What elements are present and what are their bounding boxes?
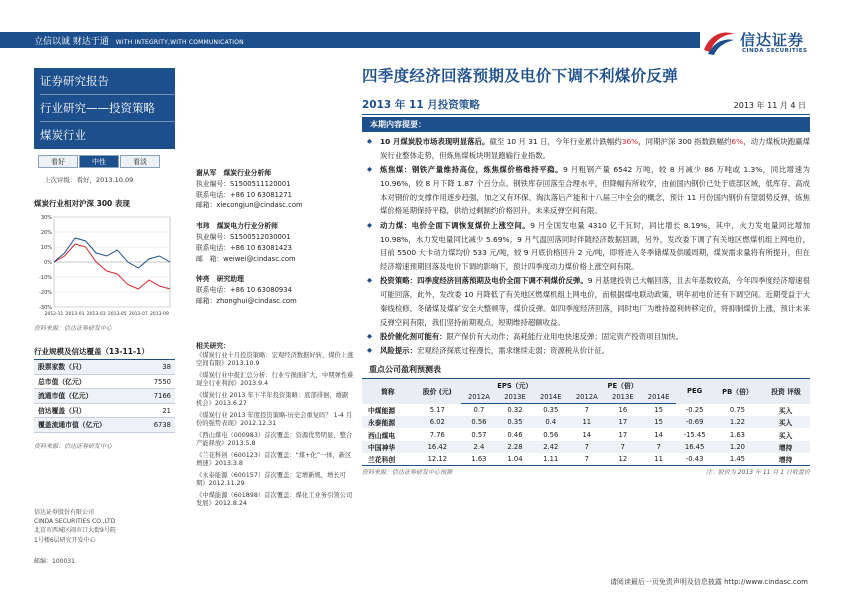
x-tick-label: 2013-05 — [107, 312, 127, 317]
y-tick-label: 30% — [40, 215, 52, 221]
rating-neutral: 中性 — [79, 155, 119, 168]
cell-price: 12.12 — [414, 453, 461, 465]
stat-value: 7550 — [153, 377, 171, 386]
table-row — [362, 453, 810, 465]
analyst-card — [196, 168, 356, 211]
related-item[interactable]: 《兰花科创（600123）首次覆盖：“煤+化”一体，新区增速》2013.3.8 — [196, 451, 352, 467]
cell-pe: 11 — [641, 453, 677, 465]
report-subtitle: 2013 年 11 月投资策略 — [362, 99, 480, 111]
col-year: 2014E — [641, 391, 677, 403]
earnings-table — [362, 378, 810, 466]
x-tick-label: 2013-01 — [65, 312, 85, 317]
cell-eps: 0.56 — [543, 430, 559, 439]
cell-pe: 7 — [584, 405, 589, 414]
chart-title: 煤炭行业相对沪深 300 表现 — [34, 199, 130, 208]
cell-eps: 0.7 — [473, 405, 485, 414]
cell-peg: -15.45 — [683, 430, 706, 439]
stat-row — [34, 404, 175, 419]
logo-text-cn: 信达证券 — [740, 31, 805, 49]
cell-eps: 0.57 — [471, 430, 487, 439]
cell-pe: 11 — [569, 416, 605, 428]
cinda-logo-icon — [702, 28, 736, 56]
page-footer: 请阅读最后一页免责声明及信息披露 http://www.cindasc.com — [609, 578, 808, 586]
last-rating: 上次评级：看好，2013.10.09 — [44, 176, 134, 184]
sidebar-header — [34, 68, 175, 149]
digest-text: ，动力煤板块跑赢煤炭行业整体走势，但炼焦煤板块明显跑输行业指数。 — [380, 137, 810, 160]
cell-pe: 7 — [569, 441, 605, 453]
analyst-name: 钟亮 — [196, 275, 210, 284]
company-info — [34, 508, 116, 566]
col-peg: PEG — [676, 379, 712, 404]
table-header-row — [362, 379, 810, 391]
subtitle-row — [362, 97, 810, 115]
analyst-phone: 联系电话：+86 10 63080934 — [196, 286, 292, 295]
cell-name: 中国神华 — [362, 441, 414, 453]
digest-item — [362, 135, 810, 163]
cell-eps: 2.4 — [461, 441, 497, 453]
cell-pe: 14 — [582, 430, 592, 439]
table-row — [362, 416, 810, 428]
stat-key: 总市值（亿元） — [38, 377, 86, 386]
cell-pb: 1.63 — [729, 430, 745, 439]
digest-highlight: 36% — [621, 137, 639, 146]
cell-pb: 1.20 — [713, 441, 762, 453]
company-zip: 邮编：100031 — [34, 557, 75, 565]
analyst-name-line — [196, 168, 356, 179]
motto-en: WITH INTEGRITY,WITH COMMUNICATION — [115, 39, 244, 46]
rating-selector — [34, 155, 175, 168]
cell-eps: 2.28 — [497, 441, 533, 453]
analyst-list — [196, 168, 356, 317]
cell-eps: 1.63 — [461, 453, 497, 465]
stat-key: 流通市值（亿元） — [38, 392, 93, 400]
stats-title: 行业规模及信达覆盖（13-11-1） — [34, 346, 175, 360]
analyst-email[interactable]: 邮箱：zhonghui@cindasc.com — [196, 296, 297, 305]
table-row — [362, 428, 810, 440]
stat-row — [34, 389, 175, 404]
analyst-card — [196, 221, 356, 264]
table-footnotes — [362, 467, 810, 476]
chart-svg — [34, 211, 175, 323]
cell-pe: 7 — [641, 441, 677, 453]
digest-item — [362, 219, 810, 274]
digest-highlight: 6% — [731, 137, 744, 146]
related-item[interactable]: 《煤炭行业中报汇总分析：行业亏损面扩大，中期弹性难现全行业利润》2013.9.4 — [196, 371, 354, 387]
analyst-phone: 联系电话：+86 10 63081423 — [196, 243, 292, 252]
cell-pe: 12 — [605, 453, 641, 465]
digest-text: 9 月基建投资已大幅回落，且去年基数较高，今年四季度经济增速很可能回落，此外，发改委 10 月降低了有关地区燃煤机组上网电价，而根据煤电联动政策，明年初电价还有下调空间。近期受益于大秦线检修、冬储煤及煤矿安全大整顿等，煤价反弹。如四季度经济回落，同时电厂为维持盈利转移定价，将抑制煤价上涨，预计未来反弹空间有限，我们坚持前期观点，短期维持超额收益。 — [380, 276, 810, 327]
col-eps: EPS（元） — [461, 379, 569, 391]
col-price: 股价 (元) — [414, 379, 461, 404]
analyst-license: 执业编号：S1500511120001 — [196, 179, 291, 188]
cell-name: 中煤能源 — [368, 406, 396, 415]
col-year: 2012A — [461, 391, 497, 403]
chart-source: 资料来源：信达证券研发中心 — [34, 325, 113, 332]
cell-eps: 0.4 — [533, 416, 569, 428]
company-name-en: CINDA SECURITIES CO.,LTD — [34, 518, 116, 526]
report-type: 证券研究报告 — [40, 68, 175, 95]
stat-value: 21 — [162, 406, 171, 415]
analyst-title: 煤炭行业分析师 — [223, 169, 272, 177]
main-content — [362, 60, 810, 476]
cell-eps: 1.11 — [533, 453, 569, 465]
related-research — [196, 342, 354, 512]
cinda-logo — [702, 28, 832, 58]
motto — [34, 34, 244, 47]
cell-pe: 16 — [618, 405, 628, 414]
digest-lead: 投资策略：四季度经济回落预期及电价全面下调不利煤价反弹。 — [380, 276, 588, 286]
cell-name: 永泰能源 — [362, 416, 414, 428]
digest-item — [362, 163, 810, 218]
digest-text: 9 月粗钢产量 6542 万吨，较 8 月减少 86 万吨或 1.3%，同比增速为 10.96%，较 8 月下降 1.87 个百分点。钢铁库存回落至合理水平，但降幅有所收窄，由前国内钢价已处于底部区域，低库存、高成本对钢价的支撑作用逐步趋强，加之又有环保、淘汰落后产能和十八届三中全会的概念，预计 11 月份国内钢价有望弱势反弹，炼焦煤价格延期保持平稳，供给过剩制约价格回升，未来反弹空间有限。 — [380, 165, 810, 216]
y-tick-label: 20% — [40, 230, 52, 236]
cell-rating: 买入 — [778, 406, 793, 415]
cell-eps: 0.35 — [543, 405, 559, 414]
y-tick-label: 0% — [44, 260, 52, 266]
report-title: 四季度经济回落预期及电价下调不利煤价反弹 — [362, 67, 679, 85]
company-name-cn: 信达证券股份有限公司 — [34, 509, 95, 516]
table-note: 注：股价为 2013 年 11 月 1 日收盘价 — [705, 468, 810, 476]
cell-eps: 0.35 — [497, 416, 533, 428]
digest-lead: 10 月煤炭股市场表现明显落后。 — [380, 137, 490, 146]
analyst-title: 研究助理 — [216, 275, 244, 284]
cell-price: 5.17 — [429, 405, 445, 414]
col-year: 2013E — [605, 391, 641, 403]
table-row — [362, 404, 810, 416]
stats-source: 资料来源：信达证券研发中心 — [34, 442, 113, 450]
cell-peg: -0.25 — [685, 405, 704, 414]
stat-key: 股票家数（只） — [38, 363, 86, 371]
logo-text-en: CINDA SECURITIES — [742, 48, 808, 54]
series-line — [54, 244, 170, 289]
industry-name: 煤炭行业 — [40, 128, 86, 142]
report-date: 2013 年 11 月 4 日 — [733, 101, 806, 110]
rating-positive: 看好 — [38, 155, 78, 168]
digest-item — [362, 344, 810, 358]
cell-pe: 17 — [618, 430, 628, 439]
cell-peg: 16.45 — [676, 441, 712, 453]
related-item[interactable]: 《煤炭行业 2013 年度投资策略-历史会重复吗？ 1-4 月份的强势表现》2012.12.31 — [196, 411, 353, 427]
analyst-name-line — [196, 221, 356, 232]
x-tick-label: 2013-07 — [128, 312, 148, 317]
sidebar — [34, 68, 175, 588]
cell-peg: -0.69 — [676, 416, 712, 428]
cell-pe: 15 — [641, 416, 677, 428]
stat-row — [34, 360, 175, 375]
x-tick-label: 2013-03 — [86, 312, 106, 317]
cell-eps: 2.42 — [533, 441, 569, 453]
x-tick-label: 2012-11 — [44, 312, 64, 317]
cell-name: 兰花科创 — [362, 453, 414, 465]
analyst-card — [196, 274, 356, 306]
related-item[interactable]: 《中煤能源（601898）首次覆盖：煤化工业务引领公司发展》2012.8.24 — [196, 491, 353, 507]
col-pb: PB（倍） — [713, 379, 762, 404]
stat-key: 信达覆盖（只） — [38, 406, 86, 415]
cell-pb: 1.22 — [713, 416, 762, 428]
analyst-email[interactable]: 邮箱：xiecongjun@cindasc.com — [196, 201, 303, 210]
cell-rating: 买入 — [778, 431, 793, 440]
digest-lead: 股价催化剂可能有： — [380, 332, 447, 342]
cell-pb: 0.75 — [729, 405, 745, 414]
cell-pb: 1.45 — [713, 453, 762, 465]
relative-performance-chart — [34, 211, 175, 323]
cell-pe: 17 — [605, 416, 641, 428]
cell-eps: 1.04 — [497, 453, 533, 465]
col-year: 2013E — [497, 391, 533, 403]
y-tick-label: -10% — [39, 275, 52, 281]
rating-negative: 看淡 — [120, 155, 160, 168]
stat-row — [34, 375, 175, 390]
earnings-table-title: 重点公司盈利预测表 — [369, 365, 441, 375]
cell-rating: 增持 — [762, 441, 810, 453]
motto-cn: 立信以诚 财达于通 — [34, 37, 109, 47]
top-banner — [0, 0, 842, 60]
related-title: 相关研究： — [196, 342, 230, 350]
cell-eps: 0.32 — [507, 405, 523, 414]
col-name: 简称 — [362, 379, 414, 404]
analyst-name-line — [196, 274, 356, 285]
x-tick-label: 2013-09 — [150, 312, 169, 317]
related-item[interactable]: 《永泰能源（600157）首次覆盖：定增新规，增长可期》2012.11.29 — [196, 471, 346, 487]
digest-text: 截至 10 月 31 日，今年行业累计跌幅约 — [489, 137, 622, 146]
cell-pe: 14 — [654, 430, 663, 439]
digest-list — [362, 135, 810, 358]
report-category: 行业研究——投资策略 — [40, 95, 175, 122]
stat-key: 覆盖流通市值（亿元） — [38, 421, 106, 429]
cell-rating: 买入 — [762, 416, 810, 428]
digest-text: 宏观经济探底过程漫长，需求继续走弱；资源税从价计征。 — [416, 346, 610, 356]
table-source: 资料来源：信达证券研发中心预测 — [362, 468, 453, 476]
col-rating: 投资 评级 — [762, 379, 810, 404]
earnings-table-body — [362, 404, 810, 466]
analyst-phone: 联系电话：+86 10 63081271 — [196, 190, 292, 199]
cell-pe: 7 — [605, 441, 641, 453]
table-row — [362, 441, 810, 453]
digest-text: 9 月全国发电量 4310 亿千瓦时，同比增长 8.19%，其中，火力发电量同比增加 10.98%，水力发电量同比减少 5.69%。9 月气温回落同时伴随经济数据回调，另外，发改委下调了有关地区燃煤机组上网电价，目前 5500 大卡动力煤均价 533 元/吨，较 9 月底价格回升 2 元/吨，即将进入冬季储煤及供暖周期，煤炭需求量将有所提升，但在经济增速预期回落及电价下调的影响下，预计四季度动力煤价格上涨空间有限。 — [380, 220, 810, 272]
company-address-2: 1号楼6层研究开发中心 — [34, 536, 96, 544]
digest-item — [362, 330, 810, 344]
related-item[interactable]: 《西山煤电（000983）首次覆盖：资源优势明显，整合产能释放》2013.5.8 — [196, 431, 353, 447]
col-year: 2012A — [569, 391, 605, 403]
y-tick-label: 10% — [40, 245, 52, 251]
stats-table — [34, 360, 175, 433]
stat-row — [34, 418, 175, 433]
related-item[interactable]: 《煤炭行业 2013 年下半年投资策略：底部徘徊，雄踞机会》2013.6.27 — [196, 391, 349, 407]
cell-price: 6.02 — [414, 416, 461, 428]
analyst-email[interactable]: 邮 箱：weiwei@cindasc.com — [196, 254, 296, 263]
cell-name: 西山煤电 — [368, 431, 396, 440]
digest-lead: 风险提示： — [380, 346, 417, 356]
cell-price: 16.42 — [414, 441, 461, 453]
stat-value: 6738 — [153, 421, 171, 429]
digest-text: ，同期沪深 300 指数跌幅约 — [638, 137, 732, 146]
analyst-name: 谢从军 — [196, 169, 217, 177]
cell-peg: -0.43 — [676, 453, 712, 465]
stat-value: 38 — [162, 363, 171, 371]
digest-header: 本期内容提要： — [362, 117, 810, 132]
analyst-license: 执业编号：S1500512030001 — [196, 232, 291, 241]
cell-pe: 15 — [654, 405, 663, 414]
digest-lead: 炼焦煤：钢铁产量维持高位，炼焦煤价格维持平稳。 — [380, 165, 564, 175]
analyst-title: 煤炭电力行业分析师 — [216, 222, 278, 231]
digest-lead: 动力煤：电价全面下调恢复煤价上涨空间。 — [380, 220, 531, 230]
y-tick-label: -20% — [39, 290, 52, 296]
cell-eps: 0.56 — [461, 416, 497, 428]
related-item[interactable]: 《煤炭行业十月投资策略：宏观经济数据好转，煤价上涨空间有限》2013.10.9 — [196, 351, 354, 367]
cell-eps: 0.46 — [507, 430, 523, 439]
analyst-name: 韦玮 — [196, 222, 210, 231]
y-tick-label: -30% — [39, 305, 52, 311]
stat-value: 7166 — [153, 392, 171, 400]
digest-text: 限产保价有大动作；高耗能行业用电快速反弹；固定资产投资项目加快。 — [446, 332, 684, 342]
col-year: 2014E — [533, 391, 569, 403]
cell-price: 7.76 — [429, 430, 445, 439]
cell-rating: 增持 — [762, 453, 810, 465]
series-line — [54, 238, 170, 268]
cell-pe: 7 — [569, 453, 605, 465]
col-pe: PE（倍） — [569, 379, 677, 391]
company-address: 北京市西城区闹市口大街9号院 — [34, 527, 116, 535]
digest-item — [362, 274, 810, 329]
